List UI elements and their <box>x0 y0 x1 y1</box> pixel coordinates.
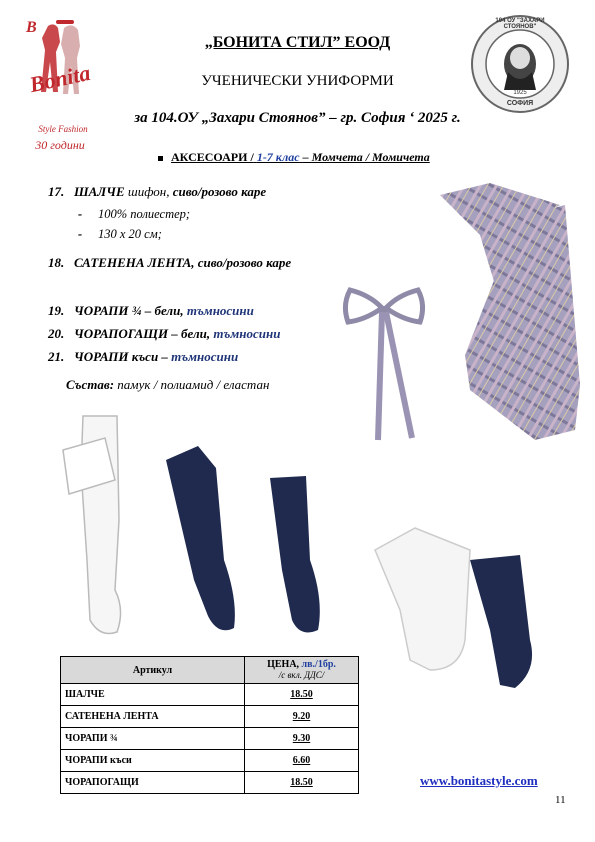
bullet-icon <box>158 156 163 161</box>
section-part1: АКСЕСОАРИ / <box>171 150 254 164</box>
seal-city: СОФИЯ <box>506 100 534 107</box>
section-part3: – Момчета / Момичета <box>302 150 430 164</box>
school-line: за 104.ОУ „Захари Стоянов” – гр. София ‘ 2025 г. <box>134 110 461 126</box>
col-price-header: ЦЕНА, лв./1бр. /с вкл. ДДС/ <box>245 657 359 684</box>
tights-image <box>370 520 570 695</box>
page-number: 11 <box>555 794 566 806</box>
item-18: 18. САТЕНЕНА ЛЕНТА, сиво/розово каре <box>48 255 292 270</box>
price-table <box>60 656 359 794</box>
section-part2: 1-7 клас <box>256 150 300 164</box>
table-row: ЧОРАПОГАЩИ 18.50 <box>61 772 359 794</box>
table-row: ШАЛЧЕ 18.50 <box>61 684 359 706</box>
item-19: 19. ЧОРАПИ ¾ – бели, тъмносини <box>48 303 254 318</box>
item-21: 21. ЧОРАПИ къси – тъмносини <box>48 349 239 364</box>
school-seal <box>470 14 570 114</box>
table-row: ЧОРАПИ ¾ 9.30 <box>61 728 359 750</box>
col-article-header: Артикул <box>61 657 245 684</box>
section-heading <box>158 150 430 165</box>
logo-tagline: Style Fashion <box>38 124 88 134</box>
navy-short-sock-image <box>262 470 332 640</box>
navy-knee-sock-image <box>158 440 258 640</box>
seal-year: 1925 <box>513 90 527 96</box>
website-link[interactable]: www.bonitastyle.com <box>420 773 538 788</box>
scarf-image <box>420 175 595 445</box>
page-subtitle: УЧЕНИЧЕСКИ УНИФОРМИ <box>201 73 394 89</box>
ribbon-image <box>340 280 430 450</box>
logo-years: 30 години <box>35 138 85 152</box>
logo-brand: Bonita <box>27 59 93 98</box>
table-header-row <box>61 657 359 684</box>
company-title: „БОНИТА СТИЛ” ЕООД <box>204 34 391 51</box>
seal-text: 104 ОУ "ЗАХАРИ СТОЯНОВ" <box>495 18 545 30</box>
scarf-spec-2: - 130 х 20 см; <box>78 227 162 241</box>
item-17: 17. ШАЛЧЕ шифон, сиво/розово каре <box>48 184 267 199</box>
scarf-spec-1: - 100% полиестер; <box>78 207 191 221</box>
white-knee-sock-image <box>55 410 145 640</box>
table-row: САТЕНЕНА ЛЕНТА 9.20 <box>61 706 359 728</box>
svg-text:B: B <box>26 19 37 36</box>
item-20: 20. ЧОРАПОГАЩИ – бели, тъмносини <box>48 326 281 341</box>
table-row: ЧОРАПИ къси 6.60 <box>61 750 359 772</box>
composition-line: Състав: памук / полиамид / еластан <box>66 377 270 392</box>
